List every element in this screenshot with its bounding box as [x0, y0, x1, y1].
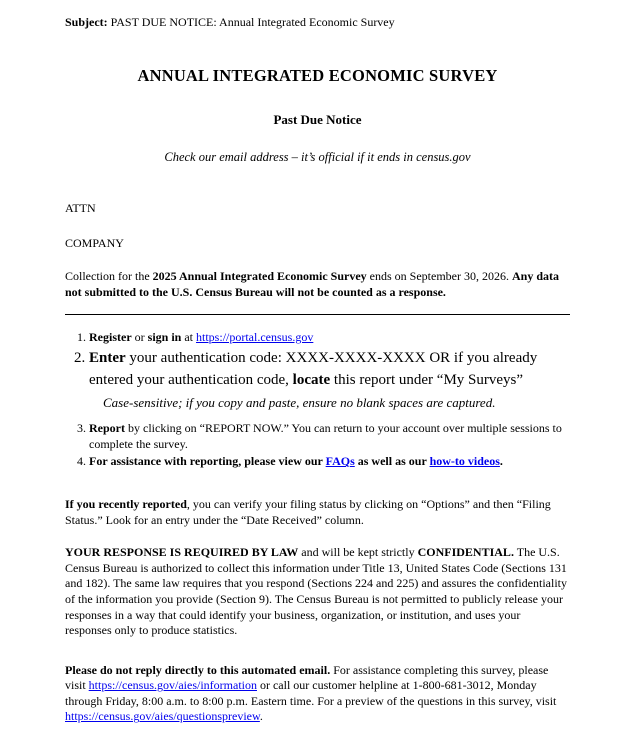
collection-deadline-paragraph	[65, 269, 570, 300]
step-report	[89, 421, 570, 452]
footer-period: .	[259, 709, 263, 724]
deadline-text-1: Collection for the	[65, 269, 153, 283]
portal-census-gov-link[interactable]: https://portal.census.gov	[196, 330, 314, 345]
deadline-text-2: ends on September 30, 2026.	[366, 269, 512, 283]
filing-status-paragraph	[65, 497, 570, 528]
step2-text-2: this report under “My Surveys”	[330, 371, 524, 388]
required-by-law-bold: YOUR RESPONSE IS REQUIRED BY LAW	[65, 545, 299, 560]
faqs-link[interactable]: FAQs	[325, 454, 355, 469]
legal-text-2: The U.S. Census Bureau is authorized to collect this information under Title 13, United States Code (Sections 131 and 182). The same law requires that you respond (Sections 224 and 225) and assures the confidentiality of the information you provide (Section 9). The Census Bureau is not permitted to publicly release your responses in a way that could identify your business, organization, or institution, and uses your responses only to produce statistics.	[65, 545, 567, 638]
subject-text: PAST DUE NOTICE: Annual Integrated Economic Survey	[107, 15, 395, 29]
questions-preview-link[interactable]: https://census.gov/aies/questionspreview	[65, 709, 260, 724]
recently-reported-bold: If you recently reported	[65, 496, 187, 511]
step2-locate-bold: locate	[292, 371, 331, 388]
step1-signin-bold: sign in	[147, 330, 182, 345]
footer-text-2: or call our customer helpline at 1-800-681-3012, Monday through Friday, 8:00 a.m. to 8:00 p.m. Eastern time. For a preview of the questions in this survey, visit	[65, 678, 557, 708]
step-assistance	[89, 454, 570, 470]
step-register	[89, 330, 570, 346]
do-not-reply-bold: Please do not reply directly to this automated email.	[65, 662, 331, 677]
page-title: ANNUAL INTEGRATED ECONOMIC SURVEY	[137, 66, 498, 85]
confidential-bold: CONFIDENTIAL.	[417, 545, 514, 560]
step2-text-1: your authentication code: XXXX-XXXX-XXXX OR if you already entered your authentication code,	[89, 349, 538, 388]
step4-text-1-bold: For assistance with reporting, please view our	[89, 454, 326, 469]
subject-label: Subject:	[65, 15, 108, 29]
no-response-warning-bold: Any data not submitted to the U.S. Census Bureau will not be counted as a response.	[65, 269, 559, 299]
case-sensitive-note: Case-sensitive; if you copy and paste, ensure no blank spaces are captured.	[103, 395, 496, 411]
recipient-attn: ATTN	[65, 201, 96, 215]
horizontal-divider	[65, 314, 570, 315]
contact-info-paragraph	[65, 663, 570, 725]
page-subtitle: Past Due Notice	[273, 112, 362, 127]
aies-information-link[interactable]: https://census.gov/aies/information	[88, 678, 257, 693]
recipient-company: COMPANY	[65, 236, 124, 250]
footer-text-1: For assistance completing this survey, please visit	[65, 662, 549, 693]
step3-text-1: by clicking on “REPORT NOW.” You can return to your account over multiple sessions to complete the survey.	[89, 421, 562, 451]
step4-text-2-bold: as well as our	[354, 454, 430, 469]
email-verification-tagline: Check our email address – it’s official if it ends in census.gov	[164, 150, 471, 164]
legal-notice-paragraph	[65, 545, 570, 639]
step2-enter-bold: Enter	[89, 349, 126, 366]
step1-register-bold: Register	[89, 330, 132, 345]
filing-status-text: , you can verify your filing status by clicking on “Options” and then “Filing Status.” Look for an entry under the “Date Received” column.	[65, 496, 551, 527]
step-enter-code	[89, 348, 570, 412]
survey-name-bold: 2025 Annual Integrated Economic Survey	[152, 269, 367, 283]
reporting-steps-list	[65, 330, 570, 470]
step1-text-2: at	[181, 330, 197, 345]
step1-text-1: or	[131, 330, 148, 345]
subject-line	[65, 15, 570, 30]
step3-report-bold: Report	[89, 421, 125, 436]
how-to-videos-link[interactable]: how-to videos	[429, 454, 500, 469]
step4-period-bold: .	[499, 454, 503, 469]
legal-text-1: and will be kept strictly	[298, 545, 418, 560]
